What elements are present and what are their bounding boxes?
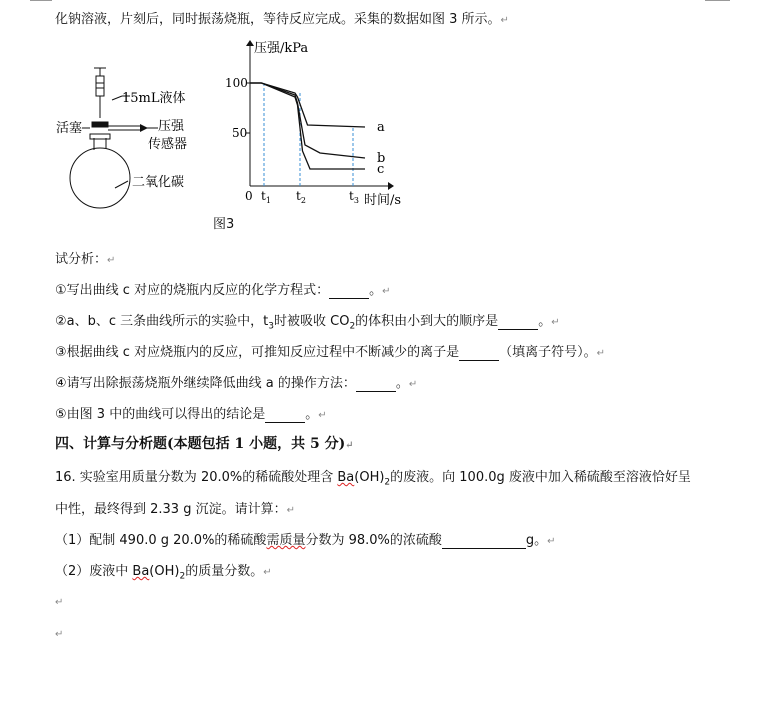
series-label-b: b xyxy=(377,151,386,166)
syringe-label: 15mL液体 xyxy=(122,91,186,106)
question-4: ④请写出除振荡烧瓶外继续降低曲线 a 的操作方法： 。↵ xyxy=(55,376,418,391)
problem-q1: （1）配制 490.0 g 20.0%的稀硫酸需质量分数为 98.0%的浓硫酸 g。↵ xyxy=(55,533,556,548)
x-tick-t1: $t_1$ xyxy=(261,189,271,205)
series-label-a: a xyxy=(377,120,385,135)
answer-blank-5[interactable] xyxy=(265,407,305,423)
page-corner-right xyxy=(705,0,730,1)
empty-paragraph-1: ↵ xyxy=(55,597,64,608)
x-axis-arrow-icon xyxy=(388,182,394,190)
series-line-b xyxy=(250,83,365,158)
section-heading: 四、计算与分析题(本题包括 1 小题，共 5 分)↵ xyxy=(55,436,354,452)
apparatus-drawing xyxy=(70,68,140,208)
answer-blank-1[interactable] xyxy=(329,283,369,299)
answer-blank-3[interactable] xyxy=(459,345,499,361)
y-tick-50: 50 xyxy=(232,126,248,140)
series-line-a xyxy=(250,83,365,127)
problem-line-1: 16. 实验室用质量分数为 20.0%的稀硫酸处理含 $Ba(OH)_2$的废液。向 100.0g 废液中加入稀硫酸至溶液恰好呈 xyxy=(55,470,691,488)
empty-paragraph-2: ↵ xyxy=(55,629,64,640)
answer-blank-2[interactable] xyxy=(498,314,538,330)
question-1: ①写出曲线 c 对应的烧瓶内反应的化学方程式： 。↵ xyxy=(55,283,391,298)
analysis-title: 试分析：↵ xyxy=(55,252,116,267)
sensor-label-2: 传感器 xyxy=(148,137,188,152)
sensor-label-1: 压强 xyxy=(158,119,185,134)
y-tick-100: 100 xyxy=(225,76,248,90)
x-tick-t3: $t_3$ xyxy=(349,189,359,205)
paragraph-mark: ↵ xyxy=(500,15,509,26)
flask-label: 二氧化碳 xyxy=(132,175,185,190)
pressure-chart xyxy=(225,40,401,208)
problem-line-2: 中性，最终得到 2.33 g 沉淀。请计算：↵ xyxy=(55,502,295,517)
y-axis-arrow-icon xyxy=(246,40,254,46)
x-origin: 0 xyxy=(245,189,253,203)
problem-q2: （2）废液中 $Ba(OH)_2$的质量分数。↵ xyxy=(55,564,272,582)
series-label-c: c xyxy=(377,162,385,177)
figure-caption: 图3 xyxy=(213,217,235,232)
intro-line: 化钠溶液，片刻后，同时振荡烧瓶，等待反应完成。采集的数据如图 3 所示。↵ xyxy=(55,12,509,27)
question-3: ③根据曲线 c 对应烧瓶内的反应，可推知反应过程中不断减少的离子是 （填离子符号）。↵ xyxy=(55,345,605,360)
figure-3 xyxy=(50,38,430,213)
question-2: ②a、b、c 三条曲线所示的实验中，$t_3$时被吸收 $CO_2$的体积由小到大的顺序是 。↵ xyxy=(55,314,560,332)
question-5: ⑤由图 3 中的曲线可以得出的结论是 。↵ xyxy=(55,407,327,422)
x-axis-label: 时间/s xyxy=(364,193,402,208)
answer-blank-q1[interactable] xyxy=(442,533,526,549)
page-corner-left xyxy=(30,0,52,1)
y-axis-label: 压强/kPa xyxy=(254,41,309,56)
x-tick-t2: $t_2$ xyxy=(296,189,306,205)
answer-blank-4[interactable] xyxy=(356,376,396,392)
valve-label: 活塞 xyxy=(56,121,83,136)
